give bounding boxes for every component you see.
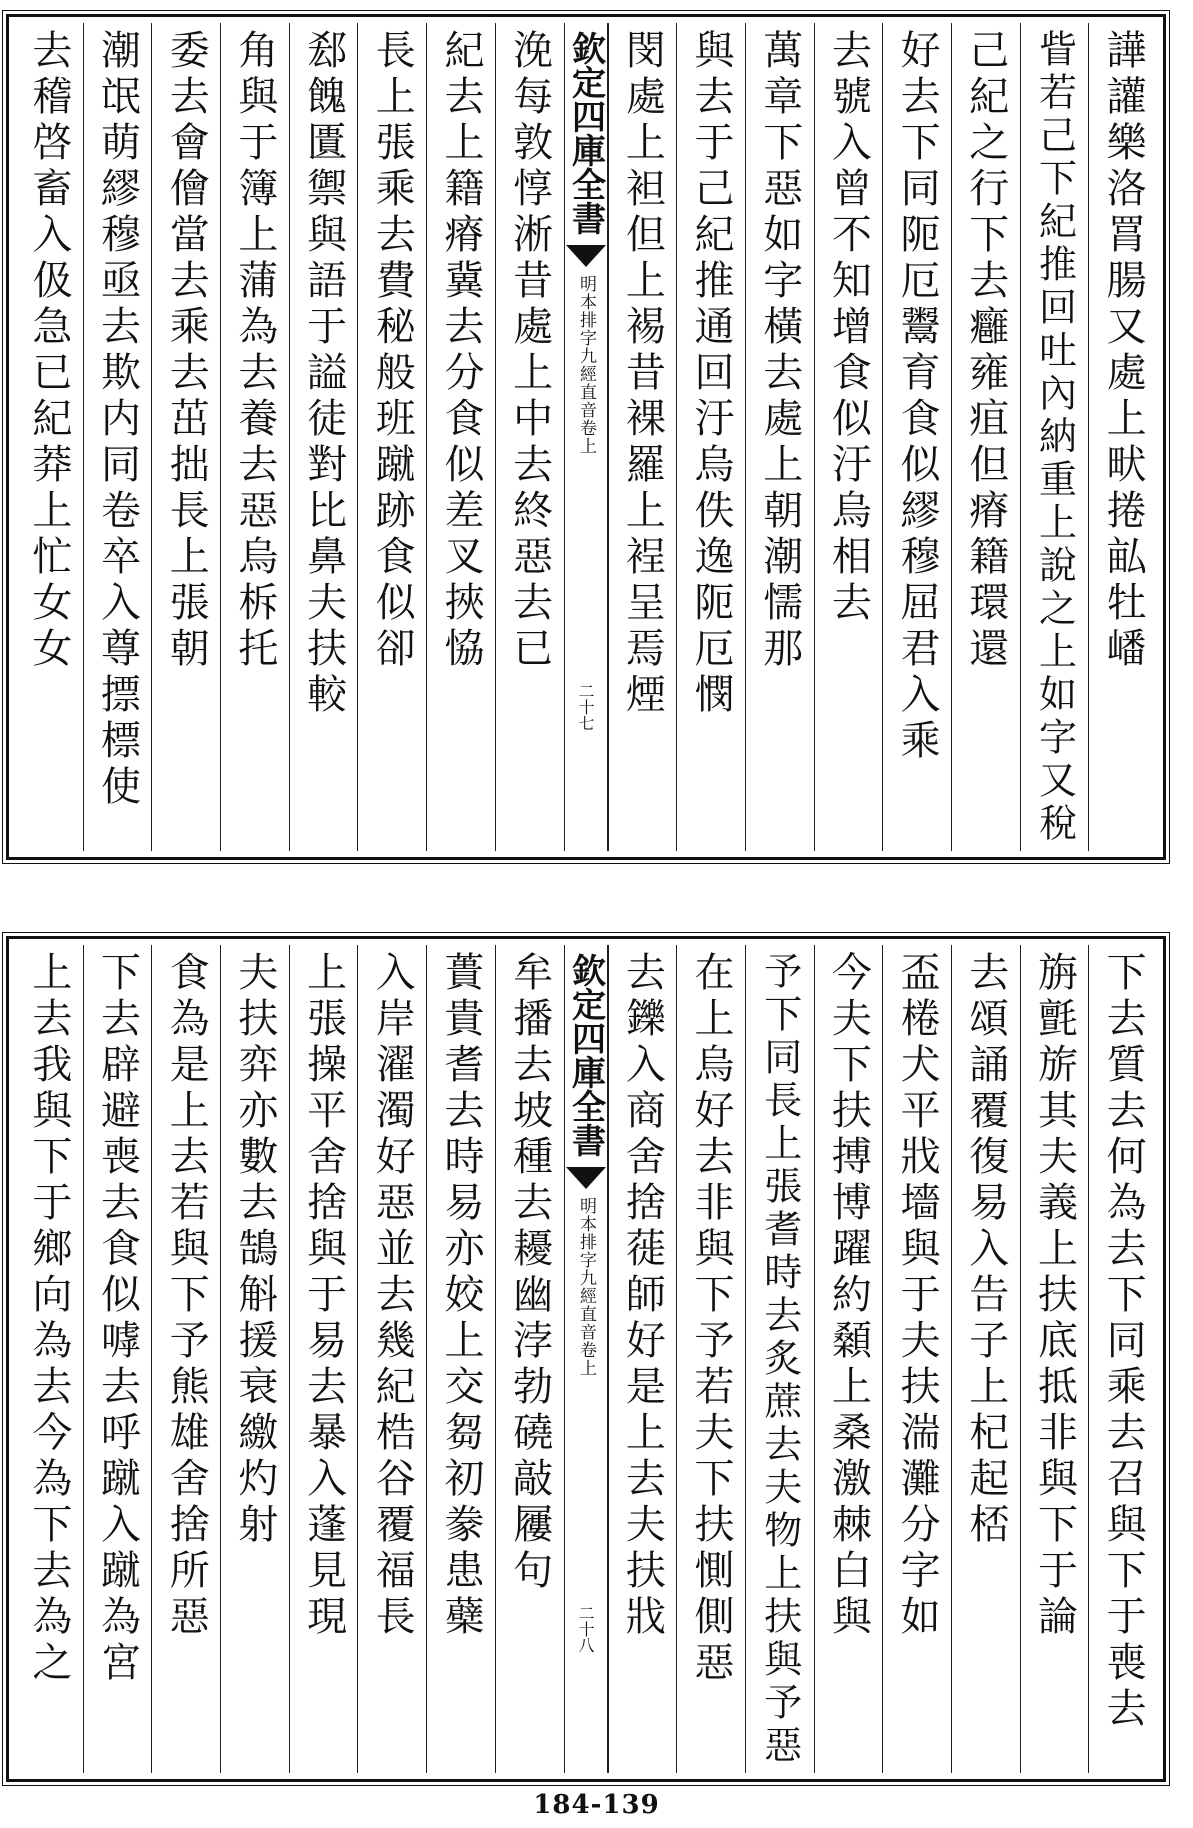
text-column bbox=[83, 23, 152, 851]
column-text: 上張操平舍捨與于易去暴入蓬見現 bbox=[300, 951, 347, 1641]
column-text: 好去下同阨厄鬻育食似繆穆屈君入乘 bbox=[894, 29, 941, 765]
column-text: 上去我與下于鄉向為去今為下去為之 bbox=[25, 951, 72, 1687]
text-column bbox=[745, 23, 814, 851]
text-column bbox=[83, 945, 152, 1773]
text-column bbox=[745, 945, 814, 1773]
text-column bbox=[676, 945, 745, 1773]
column-text: 下去辟避喪去食似嘑去呼蹴入蹴為宮 bbox=[94, 951, 141, 1687]
page-number: 184-139 bbox=[533, 1790, 660, 1820]
column-text: 紀去上籍瘠冀去分食似差叉挾恊 bbox=[437, 29, 484, 673]
library-title: 欽定四庫全書 bbox=[565, 953, 606, 1157]
column-text: 下去質去何為去下同乘去召與下于喪去 bbox=[1100, 951, 1147, 1733]
text-column bbox=[1020, 945, 1089, 1773]
text-column bbox=[151, 23, 220, 851]
bottom-page-panel bbox=[6, 936, 1166, 1782]
folio-number: 二十七 bbox=[576, 683, 595, 731]
text-column bbox=[220, 945, 289, 1773]
text-column bbox=[289, 945, 358, 1773]
text-column bbox=[951, 945, 1020, 1773]
text-column bbox=[882, 23, 951, 851]
column-text: 潮氓萌繆穆亟去欺内同卷卒入尊摽標使 bbox=[94, 29, 141, 811]
text-column bbox=[357, 23, 426, 851]
column-text: 己紀之行下去癰雍疽但瘠籍環還 bbox=[962, 29, 1009, 673]
text-column bbox=[951, 23, 1020, 851]
column-text: 委去會儈當去乘去茁拙長上張朝 bbox=[163, 29, 210, 673]
column-text: 夫扶弈亦數去鵠斛援衰繳灼射 bbox=[231, 951, 278, 1549]
column-text: 在上烏好去非與下予若夫下扶惻側惡 bbox=[688, 951, 735, 1687]
column-text: 旃氈旂其夫義上扶底抵非與下于論 bbox=[1031, 951, 1078, 1641]
text-column bbox=[814, 23, 883, 851]
text-column bbox=[426, 945, 495, 1773]
text-column bbox=[495, 23, 564, 851]
text-column bbox=[1088, 945, 1157, 1773]
column-text: 去頌誦覆復易入告子上杞起桮 bbox=[962, 951, 1009, 1549]
top-page-panel bbox=[6, 14, 1166, 860]
column-text: 去號入曾不知增食似汙烏相去 bbox=[825, 29, 872, 627]
text-column bbox=[357, 945, 426, 1773]
library-title: 欽定四庫全書 bbox=[565, 31, 606, 235]
column-text: 萬章下惡如字橫去處上朝潮懦那 bbox=[756, 29, 803, 673]
column-text: 蕢貴耆去時易亦姣上交芻初豢患蘗 bbox=[437, 951, 484, 1641]
column-text: 去鑠入商舍捨蓰師好是上去夫扶戕 bbox=[619, 951, 666, 1641]
text-column bbox=[289, 23, 358, 851]
center-fold-column bbox=[564, 945, 608, 1773]
fish-tail-mark-icon bbox=[566, 1167, 606, 1189]
text-column bbox=[1088, 23, 1157, 851]
column-text: 盃棬犬平戕墻與于夫扶湍灘分字如 bbox=[894, 951, 941, 1641]
book-subtitle: 明本排字九經直音 bbox=[576, 275, 596, 419]
column-text: 浼每敦惇淅昔處上中去終惡去已 bbox=[506, 29, 553, 673]
column-text: 郄餽匱禦與語于謚徒對比鼻夫扶較 bbox=[300, 29, 347, 719]
text-column bbox=[608, 23, 677, 851]
folio-number: 二十八 bbox=[576, 1605, 595, 1653]
column-text: 去稽啓畜入伋急已紀莽上忙女女 bbox=[25, 29, 72, 673]
fish-tail-mark-icon bbox=[566, 245, 606, 267]
book-subtitle: 明本排字九經直音 bbox=[576, 1197, 596, 1341]
text-column bbox=[882, 945, 951, 1773]
column-text: 食為是上去若與下予熊雄舍捨所惡 bbox=[163, 951, 210, 1641]
column-text: 與去于己紀推通回汙烏佚逸阨厄憫 bbox=[688, 29, 735, 719]
column-text: 牟播去坡種去耰幽浡勃磽敲屨句 bbox=[506, 951, 553, 1595]
text-column bbox=[608, 945, 677, 1773]
text-column bbox=[1020, 23, 1089, 851]
column-text: 眥若己下紀推回吐內納重上說之上如字又稅 bbox=[1032, 29, 1077, 846]
column-text: 今夫下扶搏博躍約顙上桑激棘白與 bbox=[825, 951, 872, 1641]
column-text: 閔處上袒但上裼昔裸羅上裎呈焉煙 bbox=[619, 29, 666, 719]
column-text: 予下同長上張耆時去炙蔗去夫物上扶與予惡 bbox=[757, 951, 802, 1768]
text-column bbox=[676, 23, 745, 851]
column-text: 入岸濯濁好惡並去幾紀梏谷覆福長 bbox=[369, 951, 416, 1641]
text-column bbox=[495, 945, 564, 1773]
text-column bbox=[15, 945, 83, 1773]
text-column bbox=[151, 945, 220, 1773]
column-text: 角與于簿上蒲為去養去惡烏柝托 bbox=[231, 29, 278, 673]
column-text: 譁讙樂洛罥腸又處上畎捲畆牡嶓 bbox=[1100, 29, 1147, 673]
text-column bbox=[814, 945, 883, 1773]
text-column bbox=[426, 23, 495, 851]
volume-label: 卷上 bbox=[576, 1341, 596, 1377]
volume-label: 卷上 bbox=[576, 419, 596, 455]
center-fold-column bbox=[564, 23, 608, 851]
column-text: 長上張乘去費秘般班蹴跡食似卻 bbox=[369, 29, 416, 673]
text-column bbox=[15, 23, 83, 851]
text-column bbox=[220, 23, 289, 851]
